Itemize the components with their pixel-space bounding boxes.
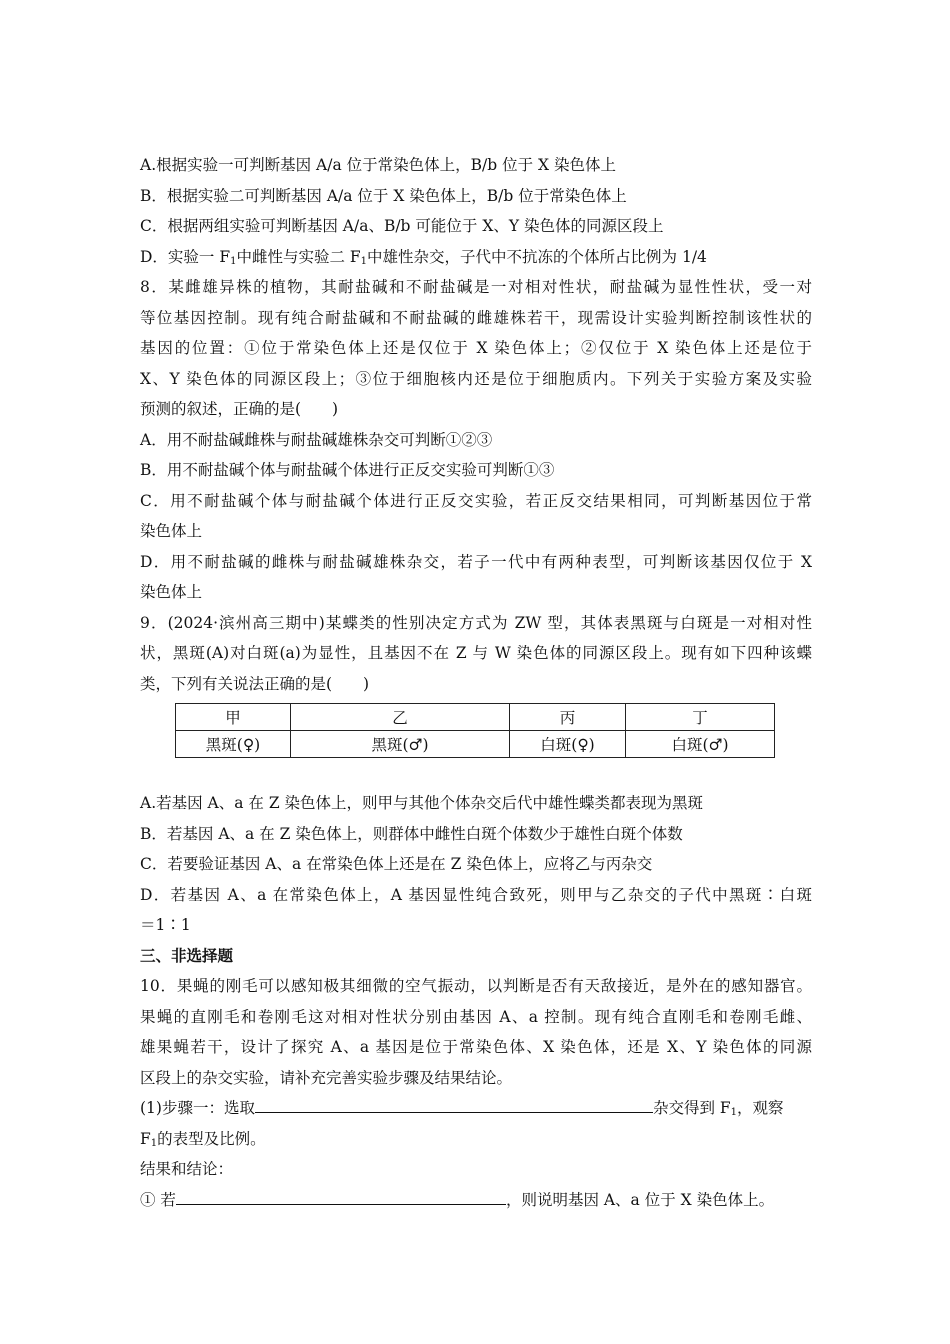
q10-stem-line: 区段上的杂交实验，请补充完善实验步骤及结果结论。: [140, 1068, 513, 1087]
q8-option-c: C．用不耐盐碱个体与耐盐碱个体进行正反交实验，若正反交结果相同，可判断基因位于常: [140, 491, 812, 510]
q7-option-d: D．实验一 $F_1$中雌性与实验二 $F_1$中雄性杂交，子代中不抗冻的个体所占比例为 1/4: [140, 247, 707, 267]
table-cell: 黑斑(♀): [176, 731, 291, 758]
q7-option-c: C．根据两组实验可判断基因 A/a、B/b 可能位于 X、Y 染色体的同源区段上: [140, 217, 664, 235]
table-header-cell: 丙: [510, 704, 626, 731]
q10-stem-line: 果蝇的直刚毛和卷刚毛这对相对性状分别由基因 A、a 控制。现有纯合直刚毛和卷刚毛雌、: [140, 1007, 812, 1026]
q9-option-b: B．若基因 A、a 在 Z 染色体上，则群体中雌性白斑个体数少于雄性白斑个体数: [140, 824, 683, 843]
table-header-cell: 丁: [626, 704, 775, 731]
q8-option-a: A．用不耐盐碱雌株与耐盐碱雄株杂交可判断①②③: [140, 430, 493, 449]
q8-option-c-cont: 染色体上: [140, 522, 203, 540]
q10-stem-line: 雄果蝇若干，设计了探究 A、a 基因是位于常染色体、X 染色体，还是 X、Y 染色体的同源: [140, 1038, 812, 1056]
q8-option-b: B．用不耐盐碱个体与耐盐碱个体进行正反交实验可判断①③: [140, 461, 555, 479]
q8-stem: [140, 272, 812, 425]
q8-stem-line: X、Y 染色体的同源区段上；③位于细胞核内还是位于细胞质内。下列关于实验方案及实验: [140, 369, 812, 388]
table-header-cell: 甲: [176, 704, 291, 731]
q8-option-d-cont: 染色体上: [140, 583, 203, 601]
table-header-cell: 乙: [291, 704, 510, 731]
table-row: [176, 731, 775, 758]
table-cell: 黑斑(♂): [291, 731, 510, 758]
q9-stem-line: 类，下列有关说法正确的是( ): [140, 674, 370, 693]
q10-step1-cont: $F_1$的表型及比例。: [140, 1129, 266, 1149]
q9-stem-line: 状，黑斑(A)对白斑(a)为显性，且基因不在 Z 与 W 染色体的同源区段上。现有如下四种该蝶: [140, 644, 812, 662]
answer-blank-result1[interactable]: [176, 1187, 506, 1205]
q8-stem-line: 基因的位置：①位于常染色体上还是仅位于 X 染色体上；②仅位于 X 染色体上还是位于: [140, 339, 812, 357]
q9-option-d-cont: ＝1∶1: [140, 916, 191, 934]
q9-option-a: A.若基因 A、a 在 Z 染色体上，则甲与其他个体杂交后代中雄性蝶类都表现为黑斑: [140, 794, 704, 812]
q10-result-1: ① 若 ，则说明基因 A、a 位于 X 染色体上。: [140, 1185, 812, 1216]
q7-option-a: A.根据实验一可判断基因 A/a 位于常染色体上，B/b 位于 X 染色体上: [140, 156, 616, 174]
butterfly-table: [175, 703, 775, 758]
q8-stem-line: 8．某雌雄异株的植物，其耐盐碱和不耐盐碱是一对相对性状，耐盐碱为显性性状，受一对: [140, 278, 812, 296]
q8-stem-line: 等位基因控制。现有纯合耐盐碱和不耐盐碱的雌雄株若干，现需设计实验判断控制该性状的: [140, 308, 812, 327]
table-cell: 白斑(♂): [626, 731, 775, 758]
section-heading: 三、非选择题: [140, 945, 234, 965]
q10-result-label: 结果和结论：: [140, 1160, 234, 1178]
q10-stem-line: 10．果蝇的刚毛可以感知极其细微的空气振动，以判断是否有天敌接近，是外在的感知器官。: [140, 977, 812, 995]
q8-option-d: D．用不耐盐碱的雌株与耐盐碱雄株杂交，若子一代中有两种表型，可判断该基因仅位于 X: [140, 552, 812, 571]
q7-option-b: B．根据实验二可判断基因 A/a 位于 X 染色体上，B/b 位于常染色体上: [140, 186, 627, 205]
q9-option-c: C．若要验证基因 A、a 在常染色体上还是在 Z 染色体上，应将乙与丙杂交: [140, 855, 653, 873]
table-cell: 白斑(♀): [510, 731, 626, 758]
answer-blank-step1[interactable]: [255, 1095, 653, 1113]
q10-step1: (1)步骤一：选取 杂交得到 $F_1$，观察: [140, 1093, 812, 1124]
q9-option-d: D．若基因 A、a 在常染色体上，A 基因显性纯合致死，则甲与乙杂交的子代中黑斑∶白斑: [140, 885, 812, 904]
q9-stem-line: 9．(2024·滨州高三期中)某蝶类的性别决定方式为 ZW 型，其体表黑斑与白斑是一对相对性: [140, 613, 812, 632]
q8-stem-line: 预测的叙述，正确的是( ): [140, 400, 339, 418]
table-header-row: [176, 704, 775, 731]
document-page: [140, 150, 812, 1215]
